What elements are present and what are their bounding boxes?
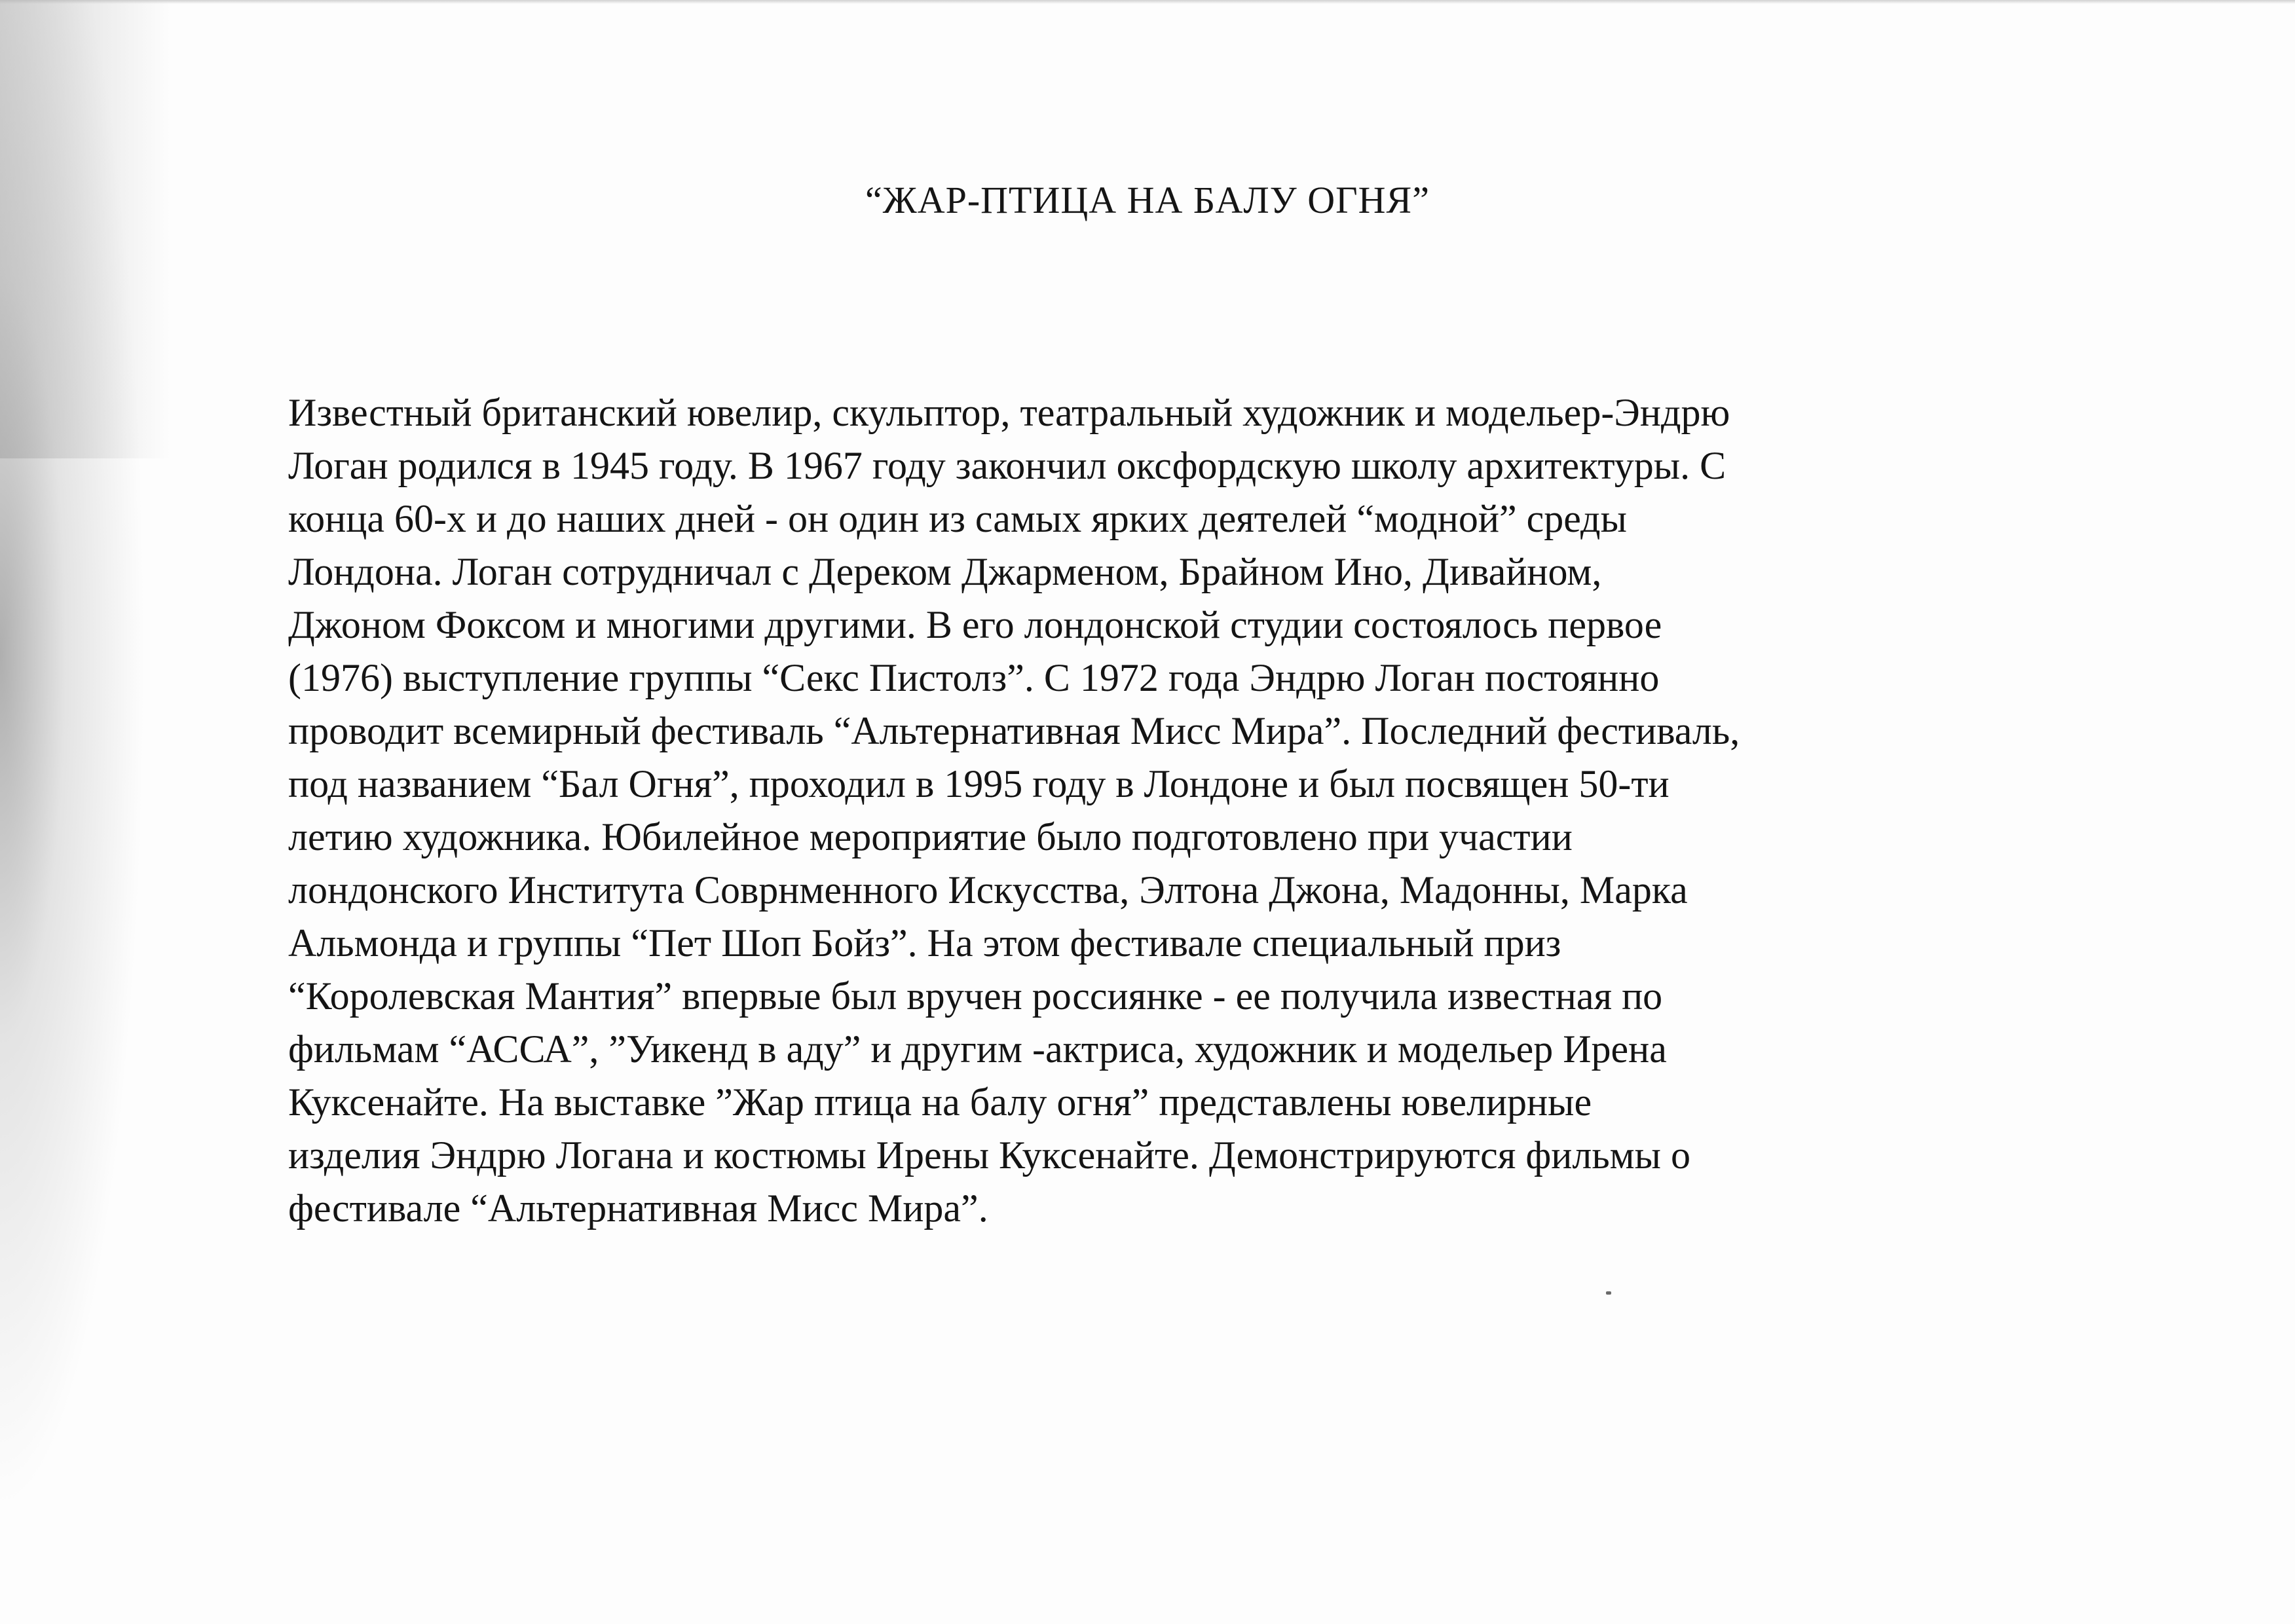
body-line: Альмонда и группы “Пет Шоп Бойз”. На этом фестивале специальный приз	[288, 921, 1561, 965]
document-body	[288, 386, 2070, 1235]
body-line: (1976) выступление группы “Секс Пистолз”. С 1972 года Эндрю Логан постоянно	[288, 656, 1660, 699]
body-line: конца 60-х и до наших дней - он один из самых ярких деятелей “модной” среды	[288, 497, 1627, 540]
body-line: изделия Эндрю Логана и костюмы Ирены Куксенайте. Демонстрируются фильмы о	[288, 1134, 1690, 1177]
body-line: Логан родился в 1945 году. В 1967 году закончил оксфордскую школу архитектуры. С	[288, 444, 1726, 487]
body-line: Куксенайте. На выставке ”Жар птица на балу огня” представлены ювелирные	[288, 1080, 1592, 1124]
body-line: лондонского Института Соврнменного Искусства, Элтона Джона, Мадонны, Марка	[288, 868, 1688, 912]
scan-shadow-upper	[0, 0, 170, 458]
body-line: летию художника. Юбилейное мероприятие было подготовлено при участии	[288, 815, 1573, 858]
body-line: Известный британский ювелир, скульптор, театральный художник и модельер-Эндрю	[288, 391, 1730, 434]
body-line: под названием “Бал Огня”, проходил в 1995 году в Лондоне и был посвящен 50-ти	[288, 762, 1670, 805]
body-line: фильмам “АССА”, ”Уикенд в аду” и другим -актриса, художник и модельер Ирена	[288, 1027, 1667, 1071]
scan-speck	[1606, 1291, 1611, 1295]
document-title: “ЖАР-ПТИЦА НА БАЛУ ОГНЯ”	[865, 179, 1430, 221]
body-line: Лондона. Логан сотрудничал с Дереком Джарменом, Брайном Ино, Дивайном,	[288, 550, 1602, 593]
body-line: фестивале “Альтернативная Мисс Мира”.	[288, 1187, 988, 1230]
scan-shadow-left	[0, 0, 275, 1624]
body-line: “Королевская Мантия” впервые был вручен россиянке - ее получила известная по	[288, 974, 1663, 1018]
body-line: Джоном Фоксом и многими другими. В его лондонской студии состоялось первое	[288, 603, 1662, 646]
body-line: проводит всемирный фестиваль “Альтернативная Мисс Мира”. Последний фестиваль,	[288, 709, 1740, 752]
page-top-edge	[0, 0, 2295, 4]
